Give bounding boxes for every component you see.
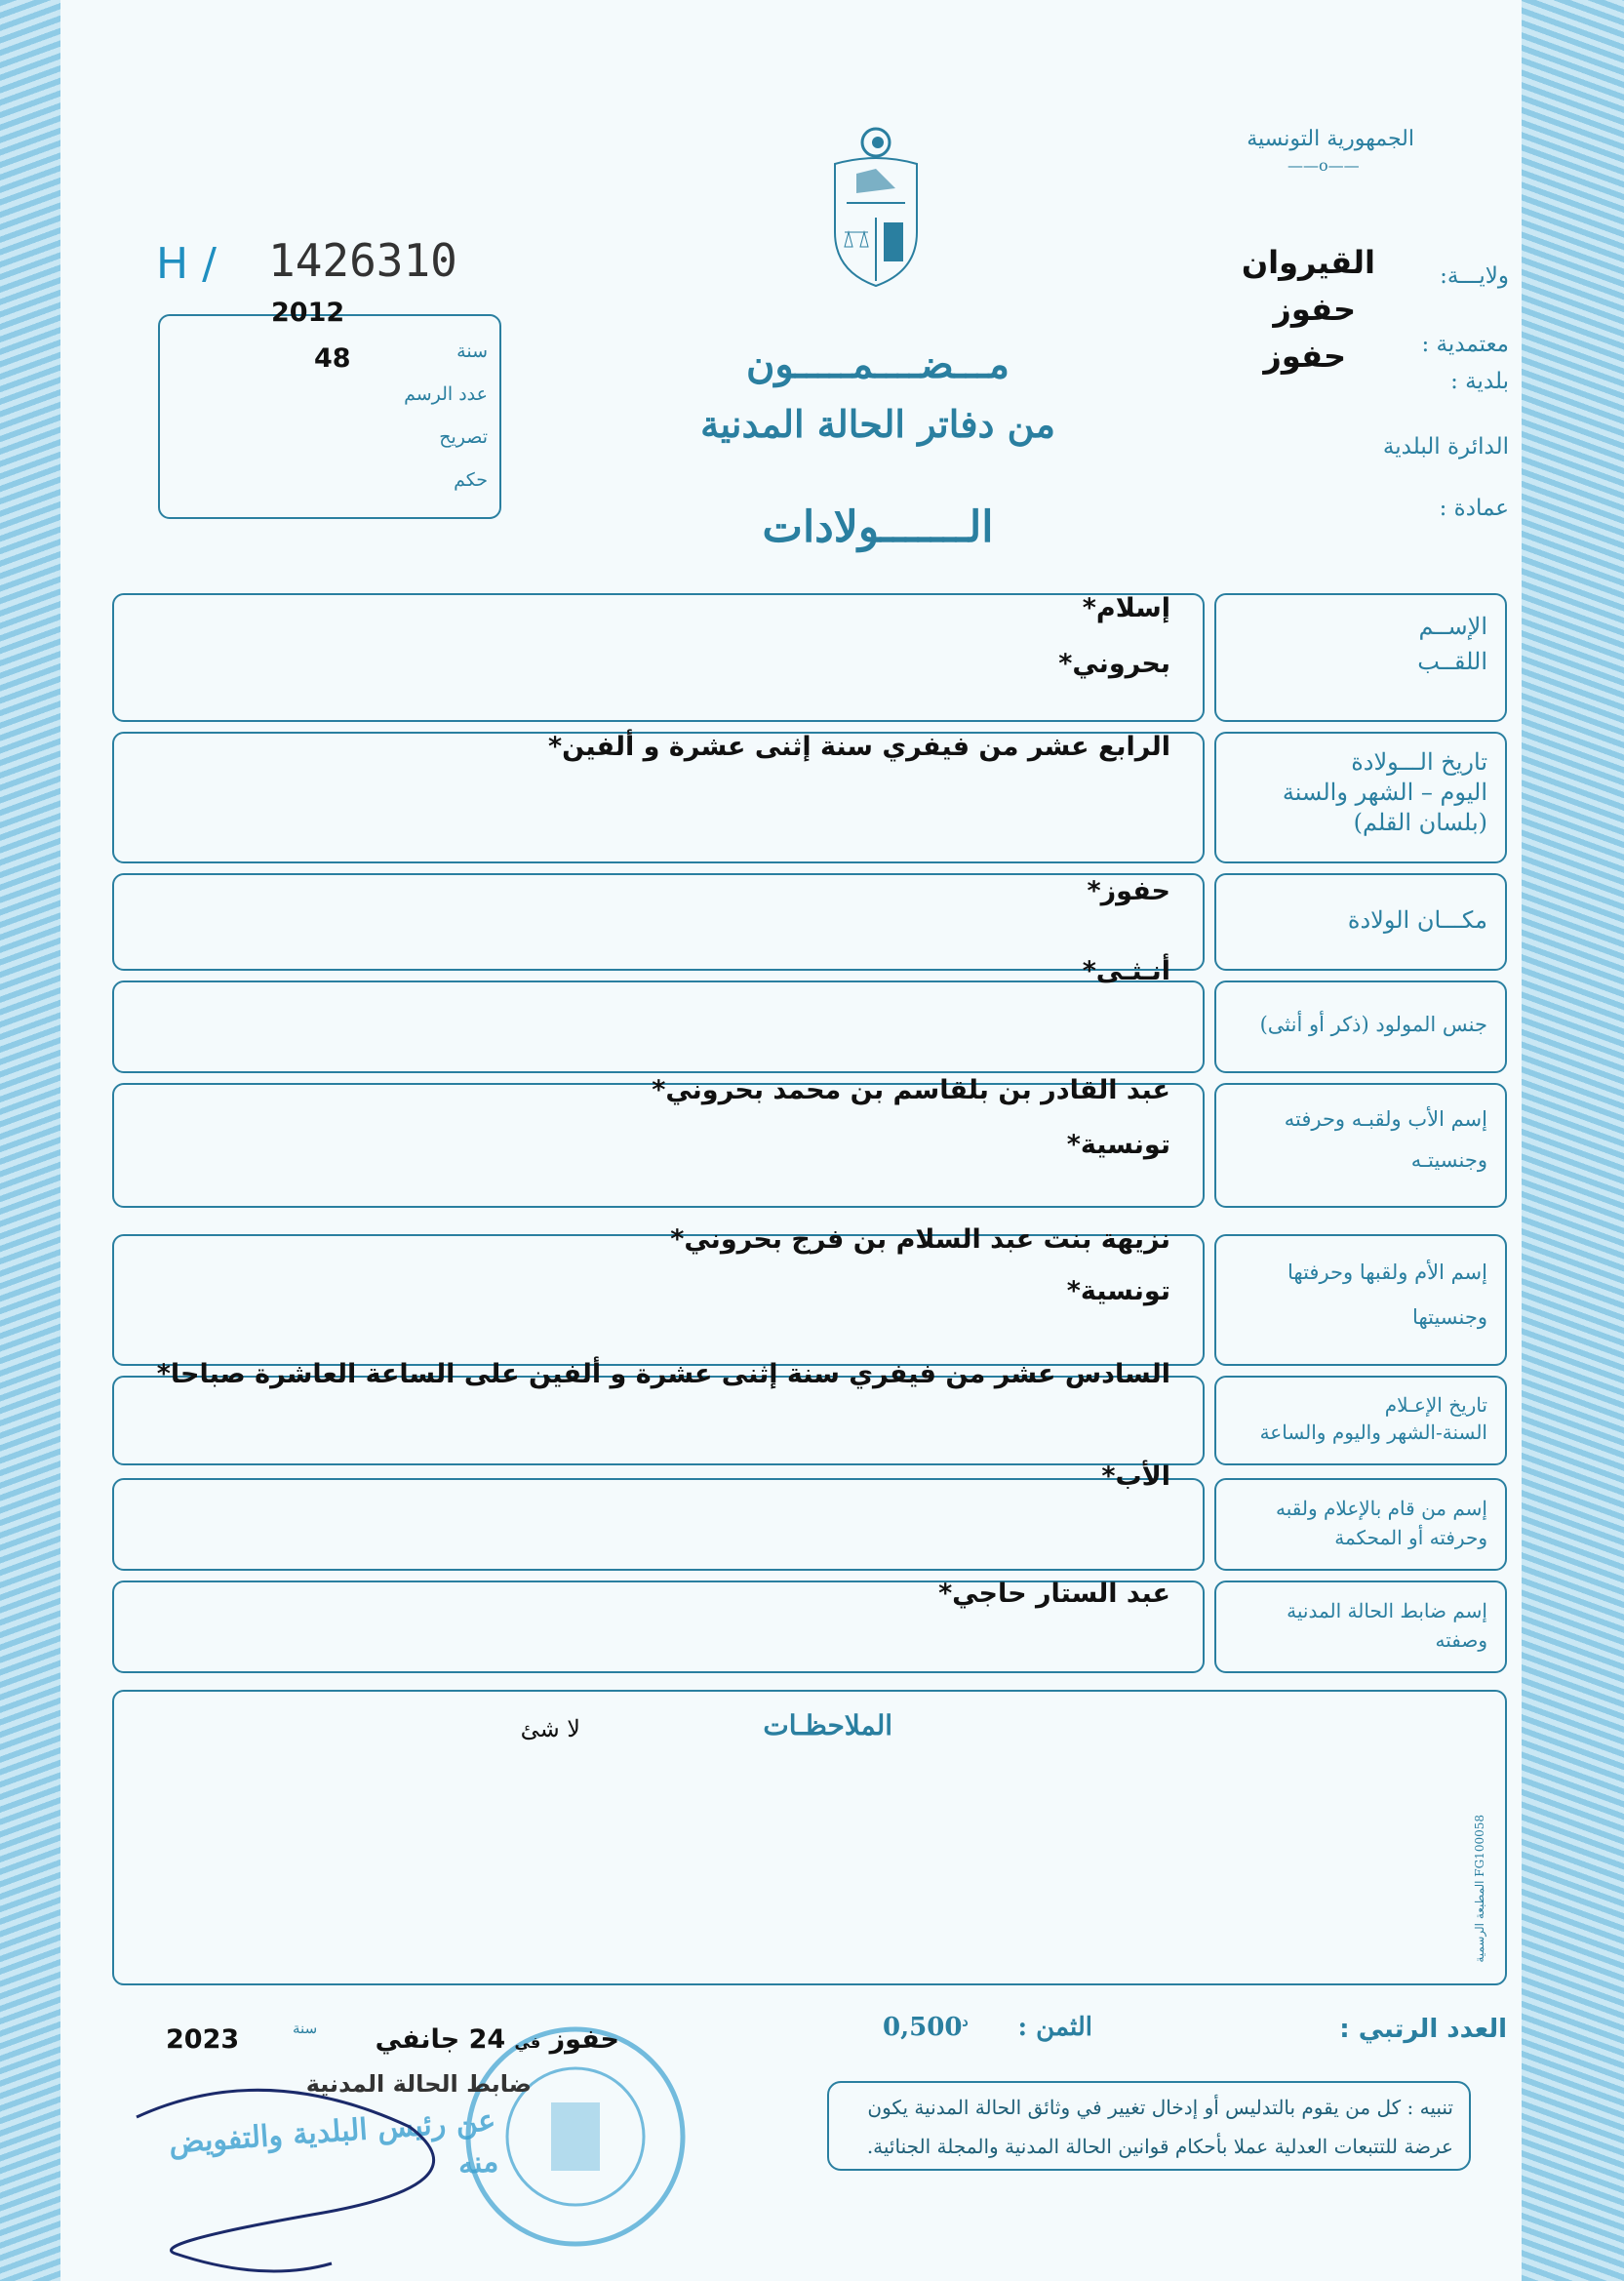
officer: عبد الستار حاجي* <box>938 1579 1170 1609</box>
issue-place: حفوز <box>549 2024 619 2055</box>
price-value <box>883 2013 969 2042</box>
sex-label-box <box>1214 980 1507 1073</box>
declaration-date-label-box <box>1214 1376 1507 1465</box>
issue-date: 24 جانفي <box>375 2024 506 2055</box>
label: مكـــان الولادة <box>1347 906 1487 934</box>
title-line1: مـــضــــمـــــون <box>746 341 1010 387</box>
label: الإســم <box>1418 613 1487 640</box>
label: إسم الأم ولقبها وحرفتها <box>1287 1261 1487 1284</box>
issue-year: 2023 <box>166 2024 240 2055</box>
serial-label: العدد الرتبي : <box>1339 2015 1507 2044</box>
registry-fee: 48 <box>314 343 351 374</box>
declarant-label-box <box>1214 1478 1507 1571</box>
price-label: الثمن : <box>1017 2013 1092 2042</box>
on-label: في <box>514 2033 541 2052</box>
issue-place-date <box>376 2024 619 2055</box>
year-label: سنة <box>293 2020 318 2037</box>
label: (بلسان القلم) <box>1353 809 1487 837</box>
officer-label-box <box>1214 1581 1507 1673</box>
officer-title: ضابط الحالة المدنية <box>305 2070 532 2098</box>
district-label: الدائرة البلدية <box>1382 434 1509 460</box>
mother-label-box <box>1214 1234 1507 1366</box>
surname: بحروني* <box>1058 649 1170 679</box>
label: اللقــب <box>1417 648 1487 675</box>
imada-label: عمادة : <box>1439 496 1509 521</box>
stamp-text: عن رئيس البلدية والتفويض منه <box>168 2103 500 2181</box>
security-border-right <box>1522 0 1624 2281</box>
year-label: سنة <box>456 340 488 362</box>
label: تاريخ الـــولادة <box>1351 748 1487 776</box>
judgment-label: حكم <box>454 469 488 491</box>
first-name: إسلام* <box>1082 593 1170 623</box>
legal-notice: تنبيه : كل من يقوم بالتدليس أو إدخال تغيير في وثائق الحالة المدنية يكون عرضة للتتبعات العدلية عملا بأحكام قوانين الحالة المدنية والمجلة الجنائية. <box>866 2096 1453 2158</box>
registry-year: 2012 <box>271 298 345 328</box>
label: وحرفته أو المحكمة <box>1334 1526 1487 1549</box>
municipality-value: حفوز <box>1263 338 1346 375</box>
label: السنة-الشهر واليوم والساعة <box>1259 1421 1487 1444</box>
price-amount: 0,500 <box>883 2013 963 2042</box>
coat-of-arms-icon <box>827 125 925 291</box>
delegation-label: معتمدية : <box>1421 332 1509 357</box>
name-value-box <box>112 593 1205 722</box>
declarant-box <box>112 1478 1205 1571</box>
ornament: ——o—— <box>1287 156 1360 175</box>
municipality-label: بلدية : <box>1450 369 1509 394</box>
label: وصفته <box>1435 1628 1487 1652</box>
wilaya-label: ولايـــة: <box>1440 263 1509 289</box>
father-label-box <box>1214 1083 1507 1208</box>
republic-heading: الجمهورية التونسية <box>1247 127 1414 151</box>
sex-box <box>112 980 1205 1073</box>
remarks-label: الملاحظـات <box>763 1709 892 1741</box>
declaration-date: السادس عشر من فيفري سنة إثنى عشرة و ألفين على الساعة العاشرة صباحا* <box>156 1359 1170 1389</box>
birth-date: الرابع عشر من فيفري سنة إثنى عشرة و ألفين* <box>547 732 1170 762</box>
father: عبد القادر بن بلقاسم بن محمد بحروني* <box>652 1075 1170 1105</box>
delegation-value: حفوز <box>1273 291 1356 328</box>
label: إسم الأب ولقبـه وحرفته <box>1284 1107 1487 1131</box>
registry-labels <box>404 330 488 501</box>
label: جنس المولود (ذكر أو أنثى) <box>1259 1013 1487 1036</box>
declaration-label: تصريح <box>439 426 488 448</box>
label: إسم ضابط الحالة المدنية <box>1287 1599 1487 1622</box>
fee-label: عدد الرسم <box>404 383 488 405</box>
label: إسم من قام بالإعلام ولقبه <box>1276 1497 1487 1520</box>
remarks-value: لا شئ <box>520 1715 580 1742</box>
mother: نزيهة بنت عبد السلام بن فرج بحروني* <box>670 1224 1170 1255</box>
label: وجنسيتها <box>1412 1305 1487 1330</box>
serial-prefix: H / <box>156 239 217 289</box>
label: اليوم – الشهر والسنة <box>1282 779 1487 807</box>
birth-date-label-box <box>1214 732 1507 863</box>
printer-mark: المطبعة الرسمية FG100058 <box>1473 1815 1486 1963</box>
name-label-box <box>1214 593 1507 722</box>
wilaya-value: القيروان <box>1241 244 1375 281</box>
birth-place-box <box>112 873 1205 971</box>
signature-icon <box>117 2068 507 2273</box>
label: وجنسيتـه <box>1410 1148 1487 1172</box>
birth-place-label-box <box>1214 873 1507 971</box>
title-line3: الـــــــولادات <box>762 502 994 552</box>
serial-number: 1426310 <box>268 234 457 287</box>
label: تاريخ الإعـلام <box>1384 1393 1487 1417</box>
mother-nationality: تونسية* <box>1066 1276 1170 1306</box>
sex: أنـثـى* <box>1082 956 1170 986</box>
father-nationality: تونسية* <box>1066 1130 1170 1160</box>
security-border-left <box>0 0 60 2281</box>
title-line2: من دفاتر الحالة المدنية <box>700 402 1055 446</box>
birth-place: حفوز* <box>1087 876 1170 906</box>
declarant: الأب* <box>1101 1461 1170 1492</box>
price-unit: د <box>962 2014 969 2030</box>
